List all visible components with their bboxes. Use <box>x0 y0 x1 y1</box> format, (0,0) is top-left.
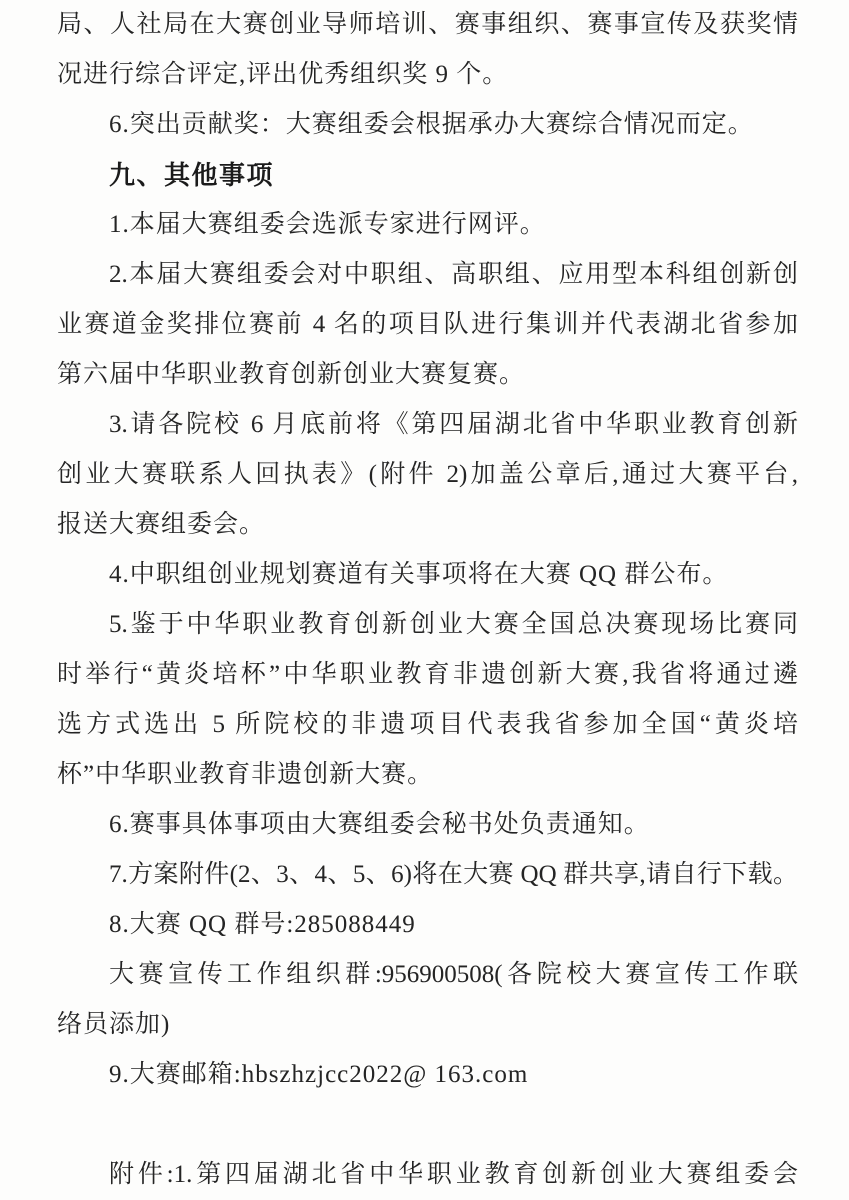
text-line: 第六届中华职业教育创新创业大赛复赛。 <box>57 361 526 388</box>
text-line: 2.本届大赛组委会对中职组、高职组、应用型本科组创新创 <box>109 261 798 288</box>
section-heading: 九、其他事项 <box>109 160 275 190</box>
text-line: 4.中职组创业规划赛道有关事项将在大赛 QQ 群公布。 <box>109 561 729 588</box>
text-line: 局、人社局在大赛创业导师培训、赛事组织、赛事宣传及获奖情 <box>57 11 798 38</box>
text-line: 大赛宣传工作组织群:956900508(各院校大赛宣传工作联 <box>109 961 798 988</box>
text-line: 络员添加) <box>57 1011 171 1038</box>
text-line: 6.赛事具体事项由大赛组委会秘书处负责通知。 <box>109 811 650 838</box>
text-line: 9.大赛邮箱:hbszhzjcc2022@ 163.com <box>109 1061 529 1088</box>
text-line: 时举行“黄炎培杯”中华职业教育非遗创新大赛,我省将通过遴 <box>57 661 798 688</box>
text-line: 5.鉴于中华职业教育创新创业大赛全国总决赛现场比赛同 <box>109 611 798 638</box>
text-line: 附件:1.第四届湖北省中华职业教育创新创业大赛组委会 <box>109 1161 798 1188</box>
blank-line <box>57 1100 798 1150</box>
text-line: 7.方案附件(2、3、4、5、6)将在大赛 QQ 群共享,请自行下载。 <box>109 861 798 888</box>
text-line: 1.本届大赛组委会选派专家进行网评。 <box>109 211 546 238</box>
text-line: 杯”中华职业教育非遗创新大赛。 <box>57 761 434 788</box>
text-line: 6.突出贡献奖：大赛组委会根据承办大赛综合情况而定。 <box>109 111 754 138</box>
text-line: 选方式选出 5 所院校的非遗项目代表我省参加全国“黄炎培 <box>57 711 798 738</box>
text-line: 3.请各院校 6 月底前将《第四届湖北省中华职业教育创新 <box>109 411 798 438</box>
text-line: 业赛道金奖排位赛前 4 名的项目队进行集训并代表湖北省参加 <box>57 311 798 338</box>
text-line: 创业大赛联系人回执表》(附件 2)加盖公章后,通过大赛平台, <box>57 461 798 488</box>
text-line: 报送大赛组委会。 <box>57 511 266 538</box>
text-line: 8.大赛 QQ 群号:285088449 <box>109 911 416 938</box>
text-line: 况进行综合评定,评出优秀组织奖 9 个。 <box>57 61 509 88</box>
